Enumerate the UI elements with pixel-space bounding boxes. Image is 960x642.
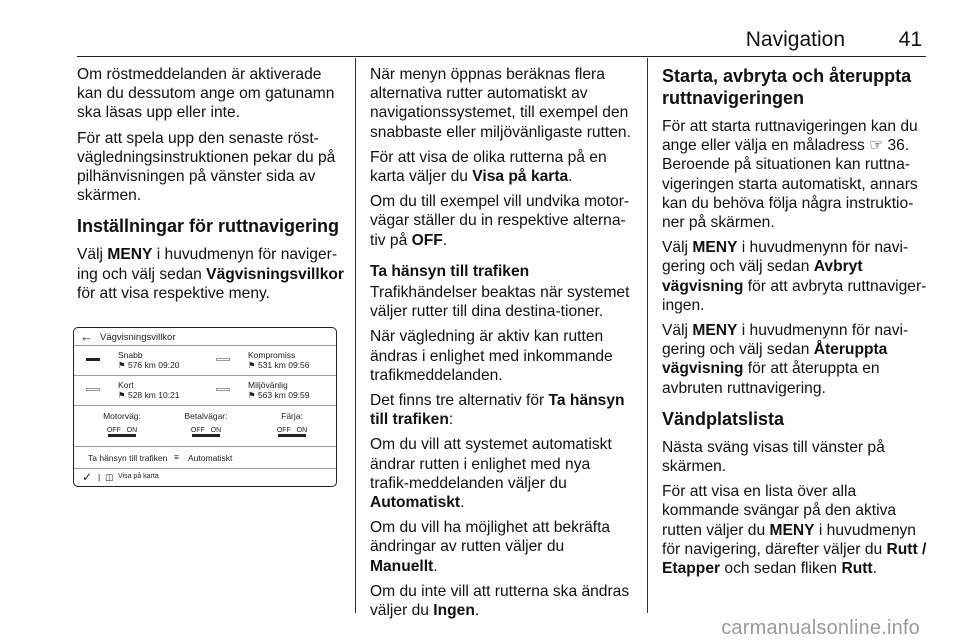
column-divider — [355, 58, 356, 613]
menu-term: MENY — [107, 246, 153, 264]
paragraph: Nästa sväng visas till vänster på skärmen. — [662, 438, 885, 476]
column-3 — [662, 65, 928, 584]
screen-title-bar — [74, 328, 336, 346]
paragraph: Trafikhändelser beaktas när systemet väljer rutter till dina destina-tioner. — [370, 284, 630, 321]
heading-start-stop: Starta, avbryta och återuppta ruttnavigeringen — [662, 66, 912, 108]
section-title: Navigation — [745, 28, 845, 51]
back-arrow-icon: ← — [80, 329, 93, 344]
heading-traffic: Ta hänsyn till trafiken — [370, 262, 530, 280]
paragraph: Om du inte vill att rutterna ska ändras väljer du Ingen. — [370, 582, 630, 620]
toggle-indicator — [108, 434, 136, 437]
paragraph: För att visa en lista över alla kommande svängar på den aktiva rutten väljer du MENY i huvudmenyn för navigering, därefter väljer du Rutt / Etapper och sedan fliken Rutt. — [662, 483, 927, 578]
route-options-screenshot — [73, 327, 337, 487]
toggle-toll-roads: Betalvägar: OFF ON — [168, 411, 244, 434]
page-header — [0, 0, 960, 60]
column-divider — [647, 58, 648, 613]
paragraph: Välj MENY i huvudmenyn för naviger-ing och välj sedan Vägvisningsvillkor för att visa respektive meny. — [77, 246, 344, 302]
toggle-indicator — [278, 434, 306, 437]
page-number: 41 — [898, 28, 922, 51]
heading-route-settings: Inställningar för ruttnavigering — [77, 216, 340, 237]
route-option: Kompromiss ⚑ 531 km 09:56 — [208, 349, 328, 375]
paragraph: När vägledning är aktiv kan rutten ändras i enlighet med inkommande trafikmeddelanden. — [370, 328, 613, 384]
header-rule — [77, 56, 926, 57]
route-option: Kort ⚑ 528 km 10:21 — [78, 379, 198, 405]
checkmark-icon: ✓ — [82, 470, 93, 484]
route-icon — [86, 388, 100, 391]
list-icon: ≡ — [174, 452, 179, 462]
screen-title: Vägvisningsvillkor — [100, 332, 176, 343]
toggle-indicator — [192, 434, 220, 437]
heading-turn-list: Vändplatslista — [662, 408, 785, 429]
paragraph: För att visa de olika rutterna på en karta väljer du Visa på karta. — [370, 148, 607, 186]
map-icon: ◫ — [105, 472, 114, 482]
column-1 — [77, 65, 347, 309]
selected-route-icon — [86, 358, 100, 361]
route-icon — [216, 388, 230, 391]
paragraph: Välj MENY i huvudmenynn för navi-gering och välj sedan Återuppta vägvisning för att återuppta en avbruten ruttnavigering. — [662, 322, 909, 397]
paragraph: Välj MENY i huvudmenynn för navi-gering och välj sedan Avbryt vägvisning för att avbryta ruttnaviger-ingen. — [662, 239, 927, 314]
route-option: Snabb ⚑ 576 km 09:20 — [78, 349, 198, 375]
paragraph: Om du vill att systemet automatiskt ändrar rutten i enlighet med nya trafik-meddelanden väljer du Automatiskt. — [370, 436, 612, 512]
route-icon — [216, 358, 230, 361]
paragraph: Om du till exempel vill undvika motor-vägar ställer du in respektive alterna-tiv på OFF. — [370, 193, 630, 249]
paragraph: För att spela upp den senaste röst-vägledningsinstruktionen pekar du på pilhänvisningen på vänster sida av skärmen. — [77, 129, 336, 205]
column-2 — [370, 65, 632, 626]
watermark: carmanualsonline.info — [721, 617, 920, 639]
menu-term: Vägvisningsvillkor — [206, 265, 344, 283]
route-row — [74, 376, 336, 406]
toggle-ferry: Färja: OFF ON — [254, 411, 330, 434]
route-option: Miljövänlig ⚑ 563 km 09:59 — [208, 379, 328, 405]
paragraph: Om du vill ha möjlighet att bekräfta ändringar av rutten väljer du Manuellt. — [370, 519, 611, 575]
traffic-row: Ta hänsyn till trafiken ≡ Automatiskt — [74, 447, 336, 469]
paragraph: Om röstmeddelanden är aktiverade kan du dessutom ange om gatunamn ska läsas upp eller inte. — [77, 66, 335, 122]
paragraph: För att starta ruttnavigeringen kan du ange eller välja en måladress ☞ 36. Beroende på situationen kan ruttna-vigeringen starta automatiskt, annars kan du behöva följa några instruktio-ner på skärmen. — [662, 118, 918, 232]
paragraph: När menyn öppnas beräknas flera alternativa rutter automatiskt av navigationssystemet, till exempel den snabbaste eller miljövänligaste rutten. — [370, 66, 631, 141]
toggle-motorway: Motorväg: OFF ON — [84, 411, 160, 434]
screen-bottom-bar: ✓ | ◫ Visa på karta — [74, 469, 336, 487]
route-row — [74, 346, 336, 376]
paragraph: Det finns tre alternativ för Ta hänsyn till trafiken: — [370, 392, 625, 429]
route-toggle-row — [74, 407, 336, 447]
